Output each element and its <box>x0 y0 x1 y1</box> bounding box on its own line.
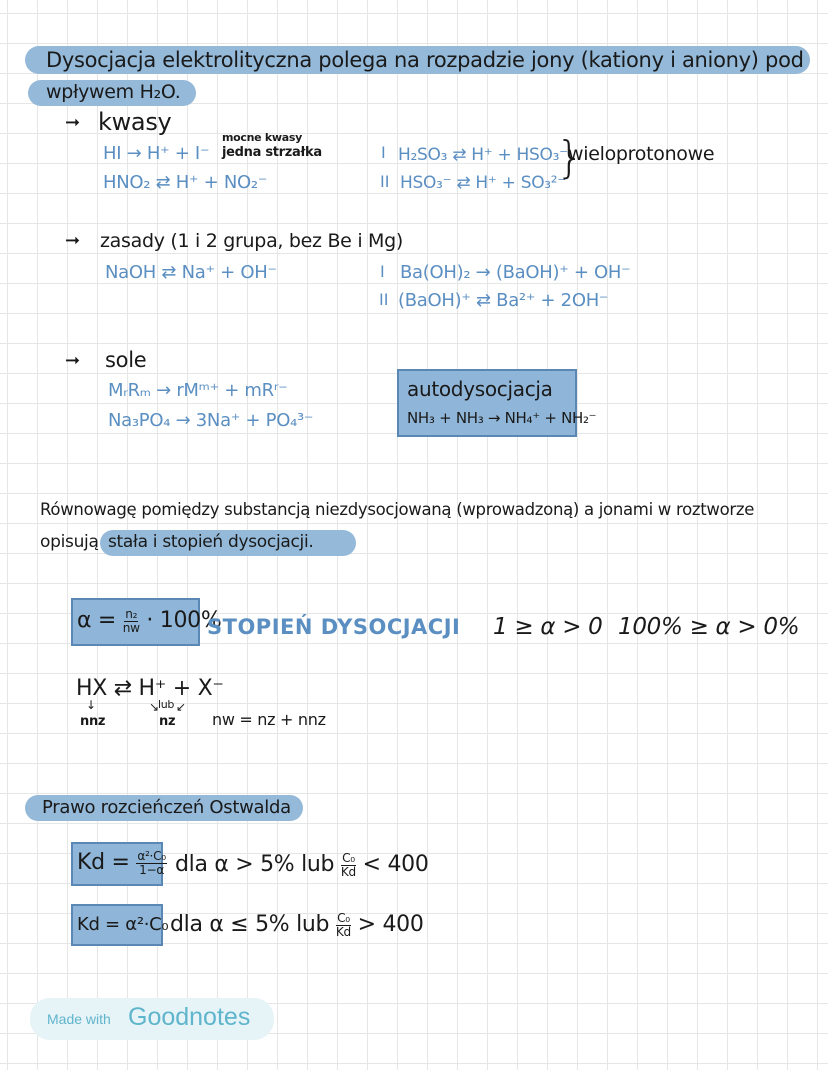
ostwald-f1-denominator: 1−α <box>139 862 165 877</box>
equilibrium-line2-highlight: stała i stopień dysocjacji. <box>108 532 314 552</box>
ostwald-formula2-box <box>71 904 169 946</box>
ratio-denominator: Kd <box>335 924 351 939</box>
degree-formula-lhs: α = <box>77 608 117 633</box>
ostwald-formula2: Kd = α²·C₀ <box>77 914 169 935</box>
ostwald-f1-tail: < 400 <box>362 852 429 877</box>
base-eq-naoh: NaOH ⇄ Na⁺ + OH⁻ <box>105 262 277 283</box>
acid-eq-hno2: HNO₂ ⇄ H⁺ + NO₂⁻ <box>103 172 268 193</box>
hx-lub: lub <box>158 698 175 711</box>
step-label-ii: II <box>380 172 390 191</box>
ratio-numerator: C₀ <box>342 851 355 866</box>
degree-label: STOPIEŃ DYSOCJACJI <box>207 615 461 639</box>
ostwald-f2-tail: > 400 <box>357 912 424 937</box>
step-label-i: I <box>380 262 385 281</box>
ostwald-f1-condition <box>175 852 429 878</box>
down-arrow-icon: ↙ <box>176 700 187 714</box>
equilibrium-line2-prefix: opisują <box>40 532 99 552</box>
step-label-i: I <box>381 143 386 162</box>
ratio-denominator: Kd <box>340 864 356 879</box>
ostwald-f2-condition <box>170 912 424 938</box>
acid-poly-step2: HSO₃⁻ ⇄ H⁺ + SO₃²⁻ <box>400 173 566 193</box>
acids-heading: kwasy <box>98 108 172 136</box>
autodissociation-eq: NH₃ + NH₃ → NH₄⁺ + NH₂⁻ <box>407 409 597 427</box>
down-arrow-icon: ↓ <box>86 698 97 712</box>
watermark-brand: Goodnotes <box>128 1003 251 1031</box>
bases-heading: zasady (1 i 2 grupa, bez Be i Mg) <box>100 230 403 252</box>
ostwald-f2-ratio <box>336 912 351 937</box>
base-poly-step2: (BaOH)⁺ ⇄ Ba²⁺ + 2OH⁻ <box>398 290 609 311</box>
salt-eq-general: MᵣRₘ → rMᵐ⁺ + mRʳ⁻ <box>108 380 288 401</box>
degree-formula <box>77 608 222 634</box>
acid-note-line1: mocne kwasy <box>222 131 302 144</box>
degree-range-fraction: 1 ≥ α > 0 <box>493 614 603 640</box>
degree-formula-rhs: · 100% <box>146 608 222 633</box>
ostwald-formula1-box <box>71 842 166 886</box>
ostwald-f1-fraction <box>136 850 166 875</box>
intro-line1: Dysocjacja elektrolityczna polega na rozpadzie jony (kationy i aniony) pod <box>46 48 804 72</box>
acid-eq-hi: HI → H⁺ + I⁻ <box>103 143 210 164</box>
ostwald-f2-cond-text: dla α ≤ 5% lub <box>170 912 330 937</box>
acid-poly-step1: H₂SO₃ ⇄ H⁺ + HSO₃⁻ <box>398 145 568 165</box>
down-arrow-icon: ↘ <box>149 700 160 714</box>
degree-formula-fraction <box>123 608 140 633</box>
brace-icon: } <box>556 132 584 183</box>
ostwald-title: Prawo rozcieńczeń Ostwalda <box>42 797 291 818</box>
ostwald-f1-ratio <box>341 852 356 877</box>
base-poly-step1: Ba(OH)₂ → (BaOH)⁺ + OH⁻ <box>400 262 631 283</box>
hx-nz: nz <box>159 714 176 729</box>
watermark-prefix: Made with <box>47 1011 111 1027</box>
hx-nnz: nnz <box>80 714 106 729</box>
polyprotic-label: wieloprotonowe <box>568 143 715 165</box>
step-label-ii: II <box>379 290 389 309</box>
ratio-numerator: C₀ <box>337 911 350 926</box>
arrow-bullet-icon: ➞ <box>65 350 81 371</box>
degree-formula-box <box>71 598 222 646</box>
degree-range-percent: 100% ≥ α > 0% <box>618 614 800 640</box>
equilibrium-line1: Równowagę pomiędzy substancją niezdysocjowaną (wprowadzoną) a jonami w roztworze <box>40 500 755 519</box>
degree-numerator: n₂ <box>125 607 138 622</box>
acid-note-line2: jedna strzałka <box>222 145 322 160</box>
ostwald-formula1 <box>77 850 167 876</box>
hx-equation: HX ⇄ H⁺ + X⁻ <box>76 676 224 701</box>
degree-denominator: nw <box>122 620 140 635</box>
goodnotes-watermark[interactable] <box>30 998 274 1040</box>
autodissociation-box <box>397 369 597 437</box>
ostwald-f1-numerator: α²·C₀ <box>137 849 166 864</box>
salt-eq-na3po4: Na₃PO₄ → 3Na⁺ + PO₄³⁻ <box>108 410 314 431</box>
ostwald-f1-lhs: Kd = <box>77 850 130 875</box>
ostwald-f1-cond-text: dla α > 5% lub <box>175 852 335 877</box>
arrow-bullet-icon: ➞ <box>65 230 81 251</box>
hx-sum: nw = nz + nnz <box>212 710 326 729</box>
autodissociation-title: autodysocjacja <box>407 377 553 401</box>
arrow-bullet-icon: ➞ <box>65 112 81 133</box>
intro-line2: wpływem H₂O. <box>46 81 181 103</box>
salts-heading: sole <box>105 348 147 372</box>
